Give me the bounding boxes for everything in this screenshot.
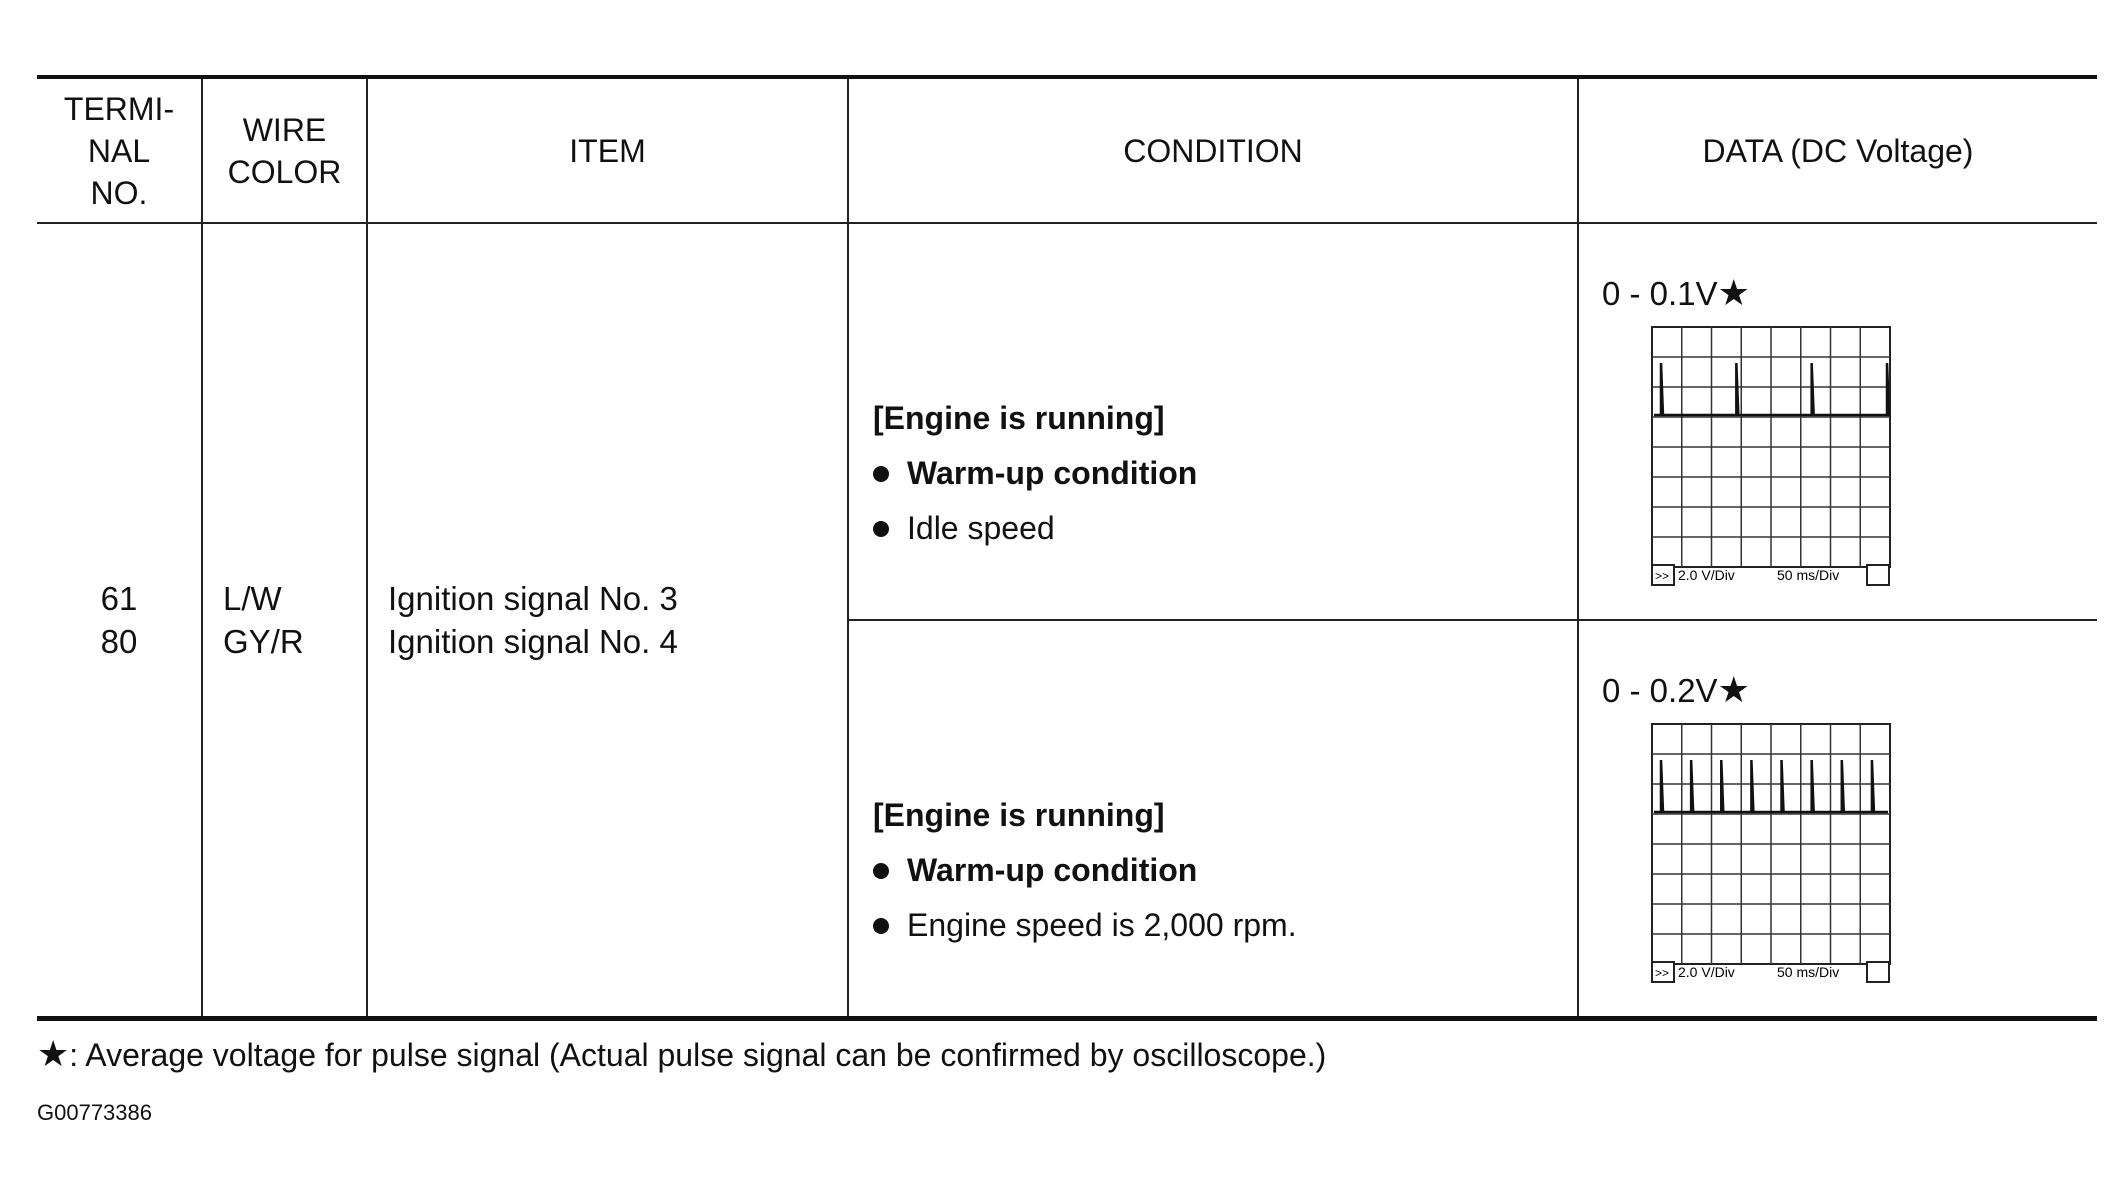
wire-color-cell [202,223,367,1019]
star-icon: ★ [1717,669,1750,710]
condition-bullet-text: Idle speed [907,510,1055,546]
star-icon: ★ [1717,272,1750,313]
bullet-icon [873,918,889,934]
item-label: Ignition signal No. 3 [388,580,678,617]
item-cell [367,223,848,1019]
voltage-value [1602,273,2097,314]
terminal-cell [37,223,202,1019]
footnote [37,1033,1326,1076]
header-terminal-no [37,77,202,223]
oscilloscope-waveform [1651,723,1891,985]
condition-bullet [873,898,1577,953]
wire-color: GY/R [223,623,304,660]
condition-bullet [873,843,1577,898]
bullet-icon [873,863,889,879]
header-condition: CONDITION [848,77,1578,223]
scope-volt-div: 2.0 V/Div [1678,567,1735,583]
condition-heading: [Engine is running] [873,400,1165,436]
star-icon: ★ [37,1033,70,1074]
header-terminal-line: NAL [87,132,151,169]
header-wire-line: COLOR [227,153,342,190]
condition-bullet-text: Warm-up condition [907,852,1198,888]
oscilloscope-waveform [1651,326,1891,588]
terminal-no: 80 [100,623,138,660]
condition-cell [848,620,1578,1019]
data-cell [1578,223,2097,620]
bullet-icon [873,466,889,482]
item-label: Ignition signal No. 4 [388,623,678,660]
wire-color: L/W [223,580,282,617]
data-cell [1578,620,2097,1019]
footnote-text: : Average voltage for pulse signal (Actual pulse signal can be confirmed by oscilloscope.) [69,1037,1327,1073]
terminal-spec-table [37,75,2097,1021]
header-row [37,77,2097,223]
scope-time-div: 50 ms/Div [1777,964,1840,980]
figure-id: G00773386 [37,1100,152,1125]
voltage-value [1602,670,2097,711]
condition-bullet [873,501,1577,556]
header-terminal-line: NO. [90,174,148,211]
condition-bullet [873,446,1577,501]
terminal-no: 61 [100,580,138,617]
condition-bullet-text: Warm-up condition [907,455,1198,491]
scope-marker-label: >> [1655,966,1670,980]
bullet-icon [873,521,889,537]
scope-end-box [1867,962,1889,982]
condition-bullet-text: Engine speed is 2,000 rpm. [907,907,1297,943]
scope-time-div: 50 ms/Div [1777,567,1840,583]
condition-cell [848,223,1578,620]
scope-marker-label: >> [1655,569,1670,583]
scope-end-box [1867,565,1889,585]
voltage-text: 0 - 0.2V [1602,672,1718,709]
header-wire-color [202,77,367,223]
header-wire-line: WIRE [242,111,327,148]
condition-heading: [Engine is running] [873,797,1165,833]
voltage-text: 0 - 0.1V [1602,275,1718,312]
table-row [37,223,2097,620]
header-data: DATA (DC Voltage) [1578,77,2097,223]
header-terminal-line: TERMI- [63,90,175,127]
header-item: ITEM [367,77,848,223]
scope-volt-div: 2.0 V/Div [1678,964,1735,980]
